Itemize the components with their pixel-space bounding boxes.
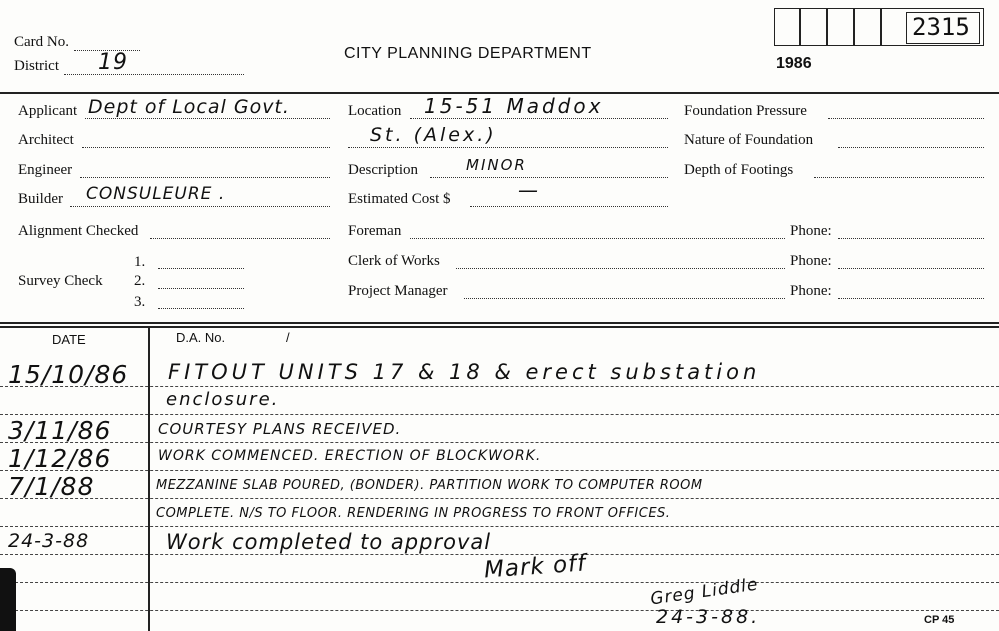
- location-line: [410, 118, 668, 119]
- applicant-line: [85, 118, 330, 119]
- log-row-rule: [0, 470, 999, 471]
- signature-date: 24-3-88.: [656, 606, 761, 628]
- district-value: 19: [98, 50, 128, 75]
- signature: Greg Liddle: [649, 574, 760, 610]
- survey-2: 2.: [134, 273, 146, 289]
- cost-line: [470, 206, 668, 207]
- log-top-rule-2: [0, 326, 999, 328]
- entry-text: Work completed to approval: [166, 530, 492, 554]
- log-row-rule: [0, 442, 999, 443]
- pm-label: Project Manager: [348, 283, 448, 299]
- engineer-line: [80, 177, 330, 178]
- location-value-2: St. (Alex.): [370, 124, 497, 146]
- box-divider: [799, 8, 801, 46]
- cost-label: Estimated Cost $: [348, 191, 451, 207]
- box-divider: [826, 8, 828, 46]
- clerk-label: Clerk of Works: [348, 253, 440, 269]
- applicant-label: Applicant: [18, 103, 78, 119]
- cost-value: —: [518, 178, 539, 202]
- pm-phone-line: [838, 298, 984, 299]
- log-top-rule: [0, 322, 999, 324]
- survey-1: 1.: [134, 254, 146, 270]
- da-value: /: [286, 330, 290, 345]
- depth-footings-label: Depth of Footings: [684, 162, 794, 178]
- log-row-rule: [0, 526, 999, 527]
- applicant-value: Dept of Local Govt.: [88, 96, 290, 118]
- foreman-phone-line: [838, 238, 984, 239]
- entry-text: COMPLETE. N/S TO FLOOR. RENDERING IN PROGRESS TO FRONT OFFICES.: [156, 506, 671, 521]
- log-row-rule: [0, 386, 999, 387]
- builder-value: CONSULEURE .: [86, 184, 226, 204]
- survey-3-line: [158, 308, 244, 309]
- entry-text: COURTESY PLANS RECEIVED.: [158, 420, 402, 438]
- entry-date: 15/10/86: [8, 360, 129, 389]
- clerk-phone-line: [838, 268, 984, 269]
- box-divider: [880, 8, 882, 46]
- survey-2-line: [158, 288, 244, 289]
- entry-date: 7/1/88: [8, 472, 95, 501]
- builder-label: Builder: [18, 191, 63, 207]
- entry-date: 3/11/86: [8, 416, 112, 445]
- survey-label: Survey Check: [18, 273, 103, 289]
- architect-line: [82, 147, 330, 148]
- log-row-rule: [0, 414, 999, 415]
- form-code: CP 45: [924, 614, 955, 626]
- date-header: DATE: [52, 332, 86, 347]
- entry-text: FITOUT UNITS 17 & 18 & erect substation: [168, 360, 761, 384]
- foundation-pressure-line: [828, 118, 984, 119]
- card-number: 2315: [912, 13, 970, 41]
- architect-label: Architect: [18, 132, 74, 148]
- foreman-phone-label: Phone:: [790, 223, 832, 239]
- log-row-rule: [0, 498, 999, 499]
- da-header: D.A. No.: [176, 330, 226, 345]
- builder-line: [70, 206, 330, 207]
- nature-foundation-label: Nature of Foundation: [684, 132, 814, 148]
- entry-text: WORK COMMENCED. ERECTION OF BLOCKWORK.: [158, 448, 542, 464]
- description-line: [430, 177, 668, 178]
- alignment-line: [150, 238, 330, 239]
- entry-date: 24-3-88: [8, 530, 90, 552]
- location-value-1: 15-51 Maddox: [424, 94, 604, 118]
- location-line-2: [348, 147, 668, 148]
- nature-foundation-line: [838, 147, 984, 148]
- survey-1-line: [158, 268, 244, 269]
- card-no-label: Card No.: [14, 34, 69, 50]
- log-row-rule: [0, 554, 999, 555]
- entry-text: MEZZANINE SLAB POURED, (BONDER). PARTITION WORK TO COMPUTER ROOM: [156, 478, 703, 493]
- foundation-pressure-label: Foundation Pressure: [684, 103, 807, 119]
- description-value: MINOR: [466, 156, 527, 174]
- box-divider: [853, 8, 855, 46]
- district-line: [64, 74, 244, 75]
- description-label: Description: [348, 162, 418, 178]
- pm-phone-label: Phone:: [790, 283, 832, 299]
- year: 1986: [776, 55, 812, 72]
- district-label: District: [14, 58, 59, 74]
- clerk-line: [456, 268, 785, 269]
- location-label: Location: [348, 103, 402, 119]
- foreman-line: [410, 238, 785, 239]
- edge-mark: [0, 568, 16, 631]
- entry-date: 1/12/86: [8, 444, 112, 473]
- engineer-label: Engineer: [18, 162, 73, 178]
- log-row-rule: [0, 610, 999, 611]
- department-title: CITY PLANNING DEPARTMENT: [344, 45, 592, 62]
- depth-footings-line: [814, 177, 984, 178]
- clerk-phone-label: Phone:: [790, 253, 832, 269]
- signature: Mark off: [483, 550, 588, 584]
- pm-line: [464, 298, 785, 299]
- foreman-label: Foreman: [348, 223, 402, 239]
- entry-text: enclosure.: [166, 389, 280, 410]
- date-column-divider: [148, 326, 150, 631]
- alignment-label: Alignment Checked: [18, 223, 139, 239]
- survey-3: 3.: [134, 294, 146, 310]
